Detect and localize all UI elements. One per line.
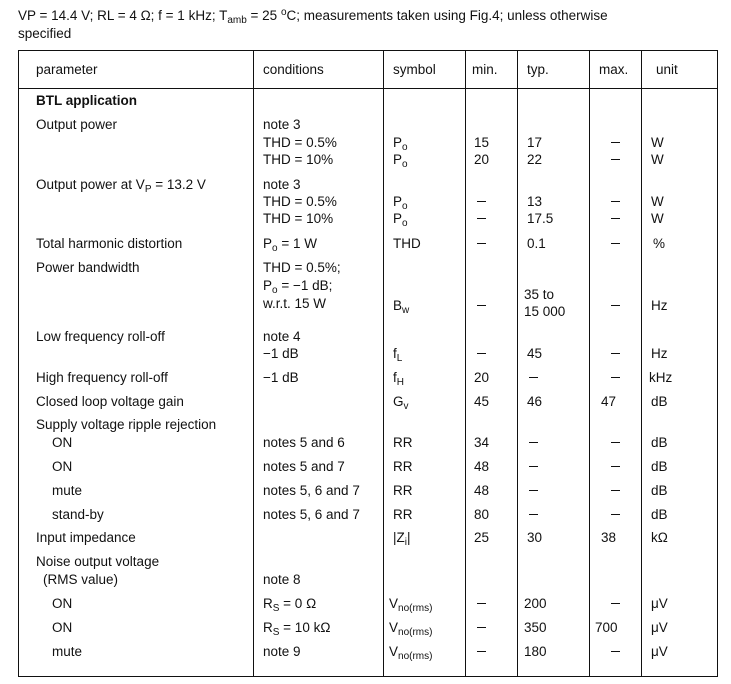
param-power-bandwidth: Power bandwidth — [36, 260, 140, 275]
caption-line-1 — [18, 7, 718, 25]
param-rms: (RMS value) — [43, 572, 119, 587]
unit-value: W — [651, 135, 664, 150]
unit-value: μV — [651, 596, 668, 611]
typ-value: 17 — [527, 135, 543, 150]
cond-wrt: w.r.t. 15 W — [263, 296, 327, 311]
min-value: 20 — [474, 152, 490, 167]
cond-notes: notes 5, 6 and 7 — [263, 483, 360, 498]
cond-db: −1 dB — [263, 370, 299, 385]
symbol-rr: RR — [393, 507, 413, 522]
symbol-fh: $f_H$ — [393, 370, 404, 388]
max-dash — [611, 435, 620, 451]
param-thd: Total harmonic distortion — [36, 236, 183, 251]
section-title: BTL application — [36, 93, 138, 108]
cond-po: $P_o = 1$ W — [263, 236, 317, 254]
unit-value: W — [651, 152, 664, 167]
header-max: max. — [599, 62, 629, 77]
caption-text-c: C; measurements taken using Fig.4; unless otherwise — [286, 8, 608, 23]
param-low-freq-rolloff: Low frequency roll-off — [36, 329, 165, 344]
symbol-fl: $f_L$ — [393, 346, 403, 364]
min-dash — [477, 236, 486, 252]
max-dash — [611, 507, 620, 523]
cond-note: note 9 — [263, 644, 301, 659]
cond-notes: notes 5 and 6 — [263, 435, 345, 450]
caption-line-2: specified — [18, 26, 72, 41]
param-output-power: Output power — [36, 117, 118, 132]
col-divider — [383, 51, 384, 676]
cond-thd: THD = 10% — [263, 152, 334, 167]
typ-value: 13 — [527, 194, 543, 209]
max-dash — [611, 370, 620, 386]
cond-thd: THD = 0.5% — [263, 194, 337, 209]
param-on: ON — [52, 435, 73, 450]
param-standby: stand-by — [52, 507, 104, 522]
unit-value: kHz — [649, 370, 673, 385]
cond-note: note 4 — [263, 329, 301, 344]
symbol-bw: $B_w$ — [393, 298, 410, 316]
symbol-vno: $V_{no(rms)}$ — [389, 596, 433, 614]
spec-table — [18, 50, 718, 677]
param-output-power-13v2: Output power at $V_P = 13.2$ V — [36, 177, 206, 195]
min-dash — [477, 298, 486, 314]
symbol-rr: RR — [393, 459, 413, 474]
symbol-thd: THD — [393, 236, 421, 251]
caption-sup-o: o — [280, 7, 287, 18]
typ-value: 46 — [527, 394, 543, 409]
max-dash — [611, 346, 620, 362]
typ-value: 15 000 — [524, 304, 566, 319]
col-divider — [641, 51, 642, 676]
min-dash — [477, 346, 486, 362]
max-dash — [611, 211, 620, 227]
unit-value: W — [651, 211, 664, 226]
unit-value: % — [653, 236, 666, 251]
min-dash — [477, 644, 486, 660]
header-divider — [19, 88, 717, 89]
typ-value: 45 — [527, 346, 543, 361]
cond-note: note 3 — [263, 117, 301, 132]
max-dash — [611, 236, 620, 252]
caption-text-a: VP = 14.4 V; RL = 4 Ω; f = 1 kHz; T — [18, 8, 228, 23]
symbol-zi: $|Z_i|$ — [393, 530, 411, 548]
cond-rs: $R_S = 10$ kΩ — [263, 620, 331, 638]
header-conditions: conditions — [263, 62, 324, 77]
min-dash — [477, 596, 486, 612]
typ-value: 35 to — [524, 287, 555, 302]
symbol-rr: RR — [393, 435, 413, 450]
unit-value: dB — [651, 435, 668, 450]
typ-value: 30 — [527, 530, 543, 545]
cond-db: −1 dB — [263, 346, 299, 361]
symbol-vno: $V_{no(rms)}$ — [389, 620, 433, 638]
cond-thd: THD = 0.5%; — [263, 260, 341, 275]
min-value: 34 — [474, 435, 490, 450]
max-dash — [611, 596, 620, 612]
caption-text-b: = 25 — [246, 8, 281, 23]
max-dash — [611, 298, 620, 314]
cond-po: $P_o = -1$ dB; — [263, 278, 333, 296]
unit-value: W — [651, 194, 664, 209]
typ-value: 17.5 — [527, 211, 554, 226]
typ-dash — [529, 370, 538, 386]
header-symbol: symbol — [393, 62, 436, 77]
cond-rs: $R_S = 0$ Ω — [263, 596, 317, 614]
param-closed-loop-gain: Closed loop voltage gain — [36, 394, 184, 409]
param-noise-output: Noise output voltage — [36, 554, 160, 569]
min-dash — [477, 194, 486, 210]
max-dash — [611, 459, 620, 475]
unit-value: μV — [651, 644, 668, 659]
param-on: ON — [52, 620, 73, 635]
cond-note: note 8 — [263, 572, 301, 587]
param-input-impedance: Input impedance — [36, 530, 136, 545]
header-min: min. — [472, 62, 498, 77]
max-dash — [611, 135, 620, 151]
max-dash — [611, 194, 620, 210]
param-high-freq-rolloff: High frequency roll-off — [36, 370, 168, 385]
typ-value: 0.1 — [527, 236, 546, 251]
cond-notes: notes 5, 6 and 7 — [263, 507, 360, 522]
cond-thd: THD = 0.5% — [263, 135, 337, 150]
typ-dash — [529, 459, 538, 475]
cond-thd: THD = 10% — [263, 211, 334, 226]
col-divider — [589, 51, 590, 676]
typ-dash — [529, 507, 538, 523]
symbol-vno: $V_{no(rms)}$ — [389, 644, 433, 662]
max-value: 38 — [601, 530, 617, 545]
symbol-po: $P_o$ — [393, 211, 408, 229]
symbol-po: $P_o$ — [393, 152, 408, 170]
min-value: 15 — [474, 135, 490, 150]
typ-value: 180 — [524, 644, 547, 659]
param-svrr: Supply voltage ripple rejection — [36, 417, 217, 432]
min-value: 45 — [474, 394, 490, 409]
unit-value: Hz — [651, 346, 668, 361]
unit-value: dB — [651, 483, 668, 498]
unit-value: Hz — [651, 298, 668, 313]
min-value: 25 — [474, 530, 490, 545]
table-caption — [18, 7, 718, 43]
param-on: ON — [52, 596, 73, 611]
symbol-po: $P_o$ — [393, 194, 408, 212]
symbol-po: $P_o$ — [393, 135, 408, 153]
header-parameter: parameter — [36, 62, 98, 77]
max-dash — [611, 483, 620, 499]
typ-dash — [529, 483, 538, 499]
typ-value: 22 — [527, 152, 543, 167]
min-value: 20 — [474, 370, 490, 385]
min-dash — [477, 211, 486, 227]
cond-notes: notes 5 and 7 — [263, 459, 345, 474]
symbol-gv: $G_v$ — [393, 394, 409, 412]
unit-value: dB — [651, 394, 668, 409]
header-typ: typ. — [527, 62, 549, 77]
typ-value: 200 — [524, 596, 547, 611]
symbol-rr: RR — [393, 483, 413, 498]
caption-sub-amb: amb — [227, 15, 247, 26]
max-value: 700 — [595, 620, 618, 635]
max-dash — [611, 644, 620, 660]
max-dash — [611, 152, 620, 168]
typ-dash — [529, 435, 538, 451]
param-on: ON — [52, 459, 73, 474]
unit-value: kΩ — [651, 530, 668, 545]
param-mute: mute — [52, 644, 83, 659]
typ-value: 350 — [524, 620, 547, 635]
param-mute: mute — [52, 483, 83, 498]
unit-value: μV — [651, 620, 668, 635]
col-divider — [253, 51, 254, 676]
col-divider — [465, 51, 466, 676]
min-value: 80 — [474, 507, 490, 522]
unit-value: dB — [651, 507, 668, 522]
header-unit: unit — [656, 62, 678, 77]
min-dash — [477, 620, 486, 636]
min-value: 48 — [474, 483, 490, 498]
col-divider — [517, 51, 518, 676]
unit-value: dB — [651, 459, 668, 474]
min-value: 48 — [474, 459, 490, 474]
max-value: 47 — [601, 394, 617, 409]
cond-note: note 3 — [263, 177, 301, 192]
